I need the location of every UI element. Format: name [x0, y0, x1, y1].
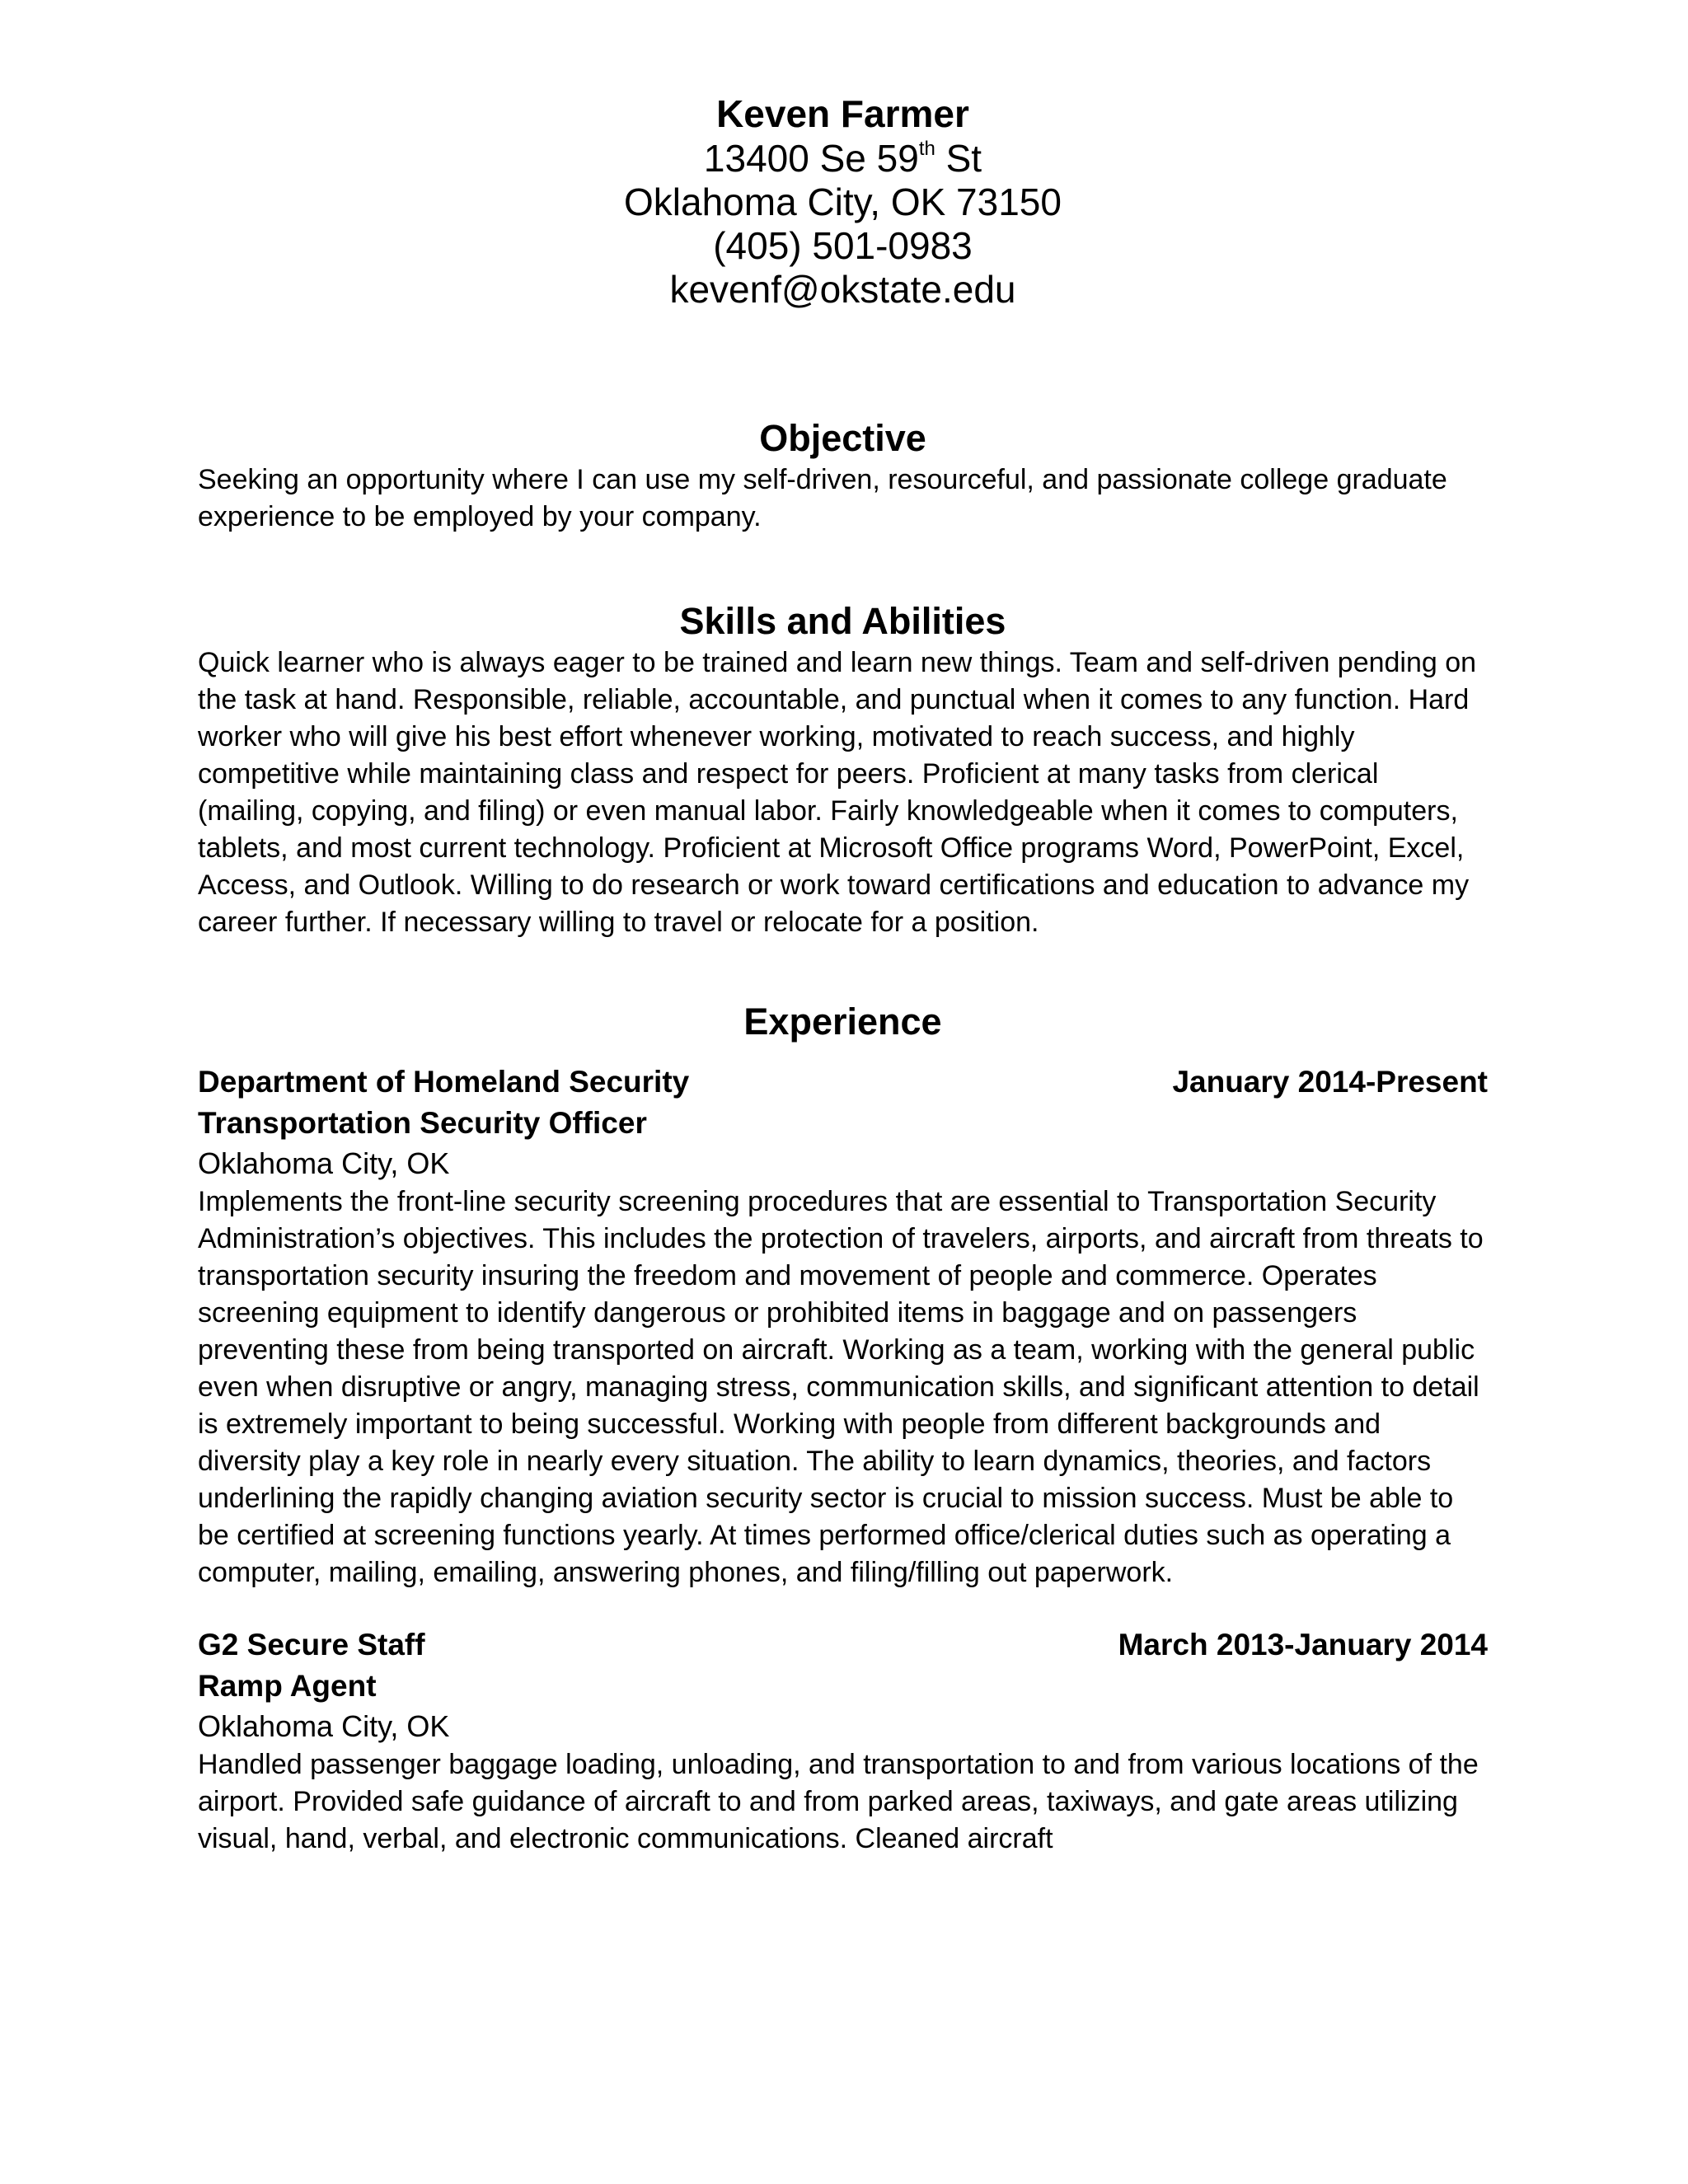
job-description: Handled passenger baggage loading, unloading, and transportation to and from various locations of the airport. Provided safe guidance of aircraft to and from parked areas, taxiways, and gate areas utilizing visual, hand, verbal, and electronic communications. Cleaned aircraft — [198, 1749, 1479, 1854]
objective-heading: Objective — [759, 417, 926, 459]
phone-number: (405) 501-0983 — [713, 224, 973, 267]
street-address — [198, 137, 1488, 180]
city-state-zip: Oklahoma City, OK 73150 — [624, 180, 1062, 223]
resume-page — [198, 91, 1488, 1858]
email-address: kevenf@okstate.edu — [669, 268, 1016, 311]
experience-section — [198, 999, 1488, 1858]
skills-text: Quick learner who is always eager to be trained and learn new things. Team and self-driven pending on the task at hand. Responsible, reliable, accountable, and punctual when it comes to any function. Hard worker who will give his best effort whenever working, motivated to reach success, and highly competitive while maintaining class and respect for peers. Proficient at many tasks from clerical (mailing, copying, and filing) or even manual labor. Fairly knowledgeable when it comes to computers, tablets, and most current technology. Proficient at Microsoft Office programs Word, PowerPoint, Excel, Access, and Outlook. Willing to do research or work toward certifications and education to advance my career further. If necessary willing to travel or relocate for a position. — [198, 647, 1477, 938]
job-header — [198, 1062, 1488, 1103]
job-location: Oklahoma City, OK — [198, 1146, 450, 1180]
job-title: Ramp Agent — [198, 1669, 377, 1703]
job-title: Transportation Security Officer — [198, 1106, 647, 1140]
street-address-number: 13400 Se 59 — [703, 137, 919, 180]
job-header — [198, 1624, 1488, 1666]
experience-heading: Experience — [743, 1001, 942, 1043]
job-dates: January 2014-Present — [1172, 1065, 1488, 1099]
job-description: Implements the front-line security screening procedures that are essential to Transportation Security Administration’s objectives. This includes the protection of travelers, airports, and aircraft from threats to transportation security insuring the freedom and movement of people and commerce. Operates screening equipment to identify dangerous or prohibited items in baggage and on passengers preventing these from being transported on aircraft. Working as a team, working with the general public even when disruptive or angry, managing stress, communication skills, and significant attention to detail is extremely important to being successful. Working with people from different backgrounds and diversity play a key role in nearly every situation. The ability to learn dynamics, theories, and factors underlining the rapidly changing aviation security sector is crucial to mission success. Must be able to be certified at screening functions yearly. At times performed office/clerical duties such as operating a computer, mailing, emailing, answering phones, and filing/filling out paperwork. — [198, 1186, 1484, 1588]
job-location: Oklahoma City, OK — [198, 1709, 450, 1743]
objective-section — [198, 415, 1488, 536]
job-employer: G2 Secure Staff — [198, 1628, 425, 1661]
candidate-name: Keven Farmer — [716, 92, 969, 135]
objective-text: Seeking an opportunity where I can use my self-driven, resourceful, and passionate college graduate experience to be employed by your company. — [198, 464, 1447, 532]
street-ordinal: th — [918, 138, 935, 160]
job-entry — [198, 1062, 1488, 1591]
skills-heading: Skills and Abilities — [679, 600, 1006, 642]
skills-section — [198, 598, 1488, 941]
street-address-suffix: St — [935, 137, 982, 180]
job-dates: March 2013-January 2014 — [1118, 1628, 1488, 1661]
job-entry — [198, 1624, 1488, 1858]
job-employer: Department of Homeland Security — [198, 1065, 690, 1099]
contact-header — [198, 91, 1488, 312]
